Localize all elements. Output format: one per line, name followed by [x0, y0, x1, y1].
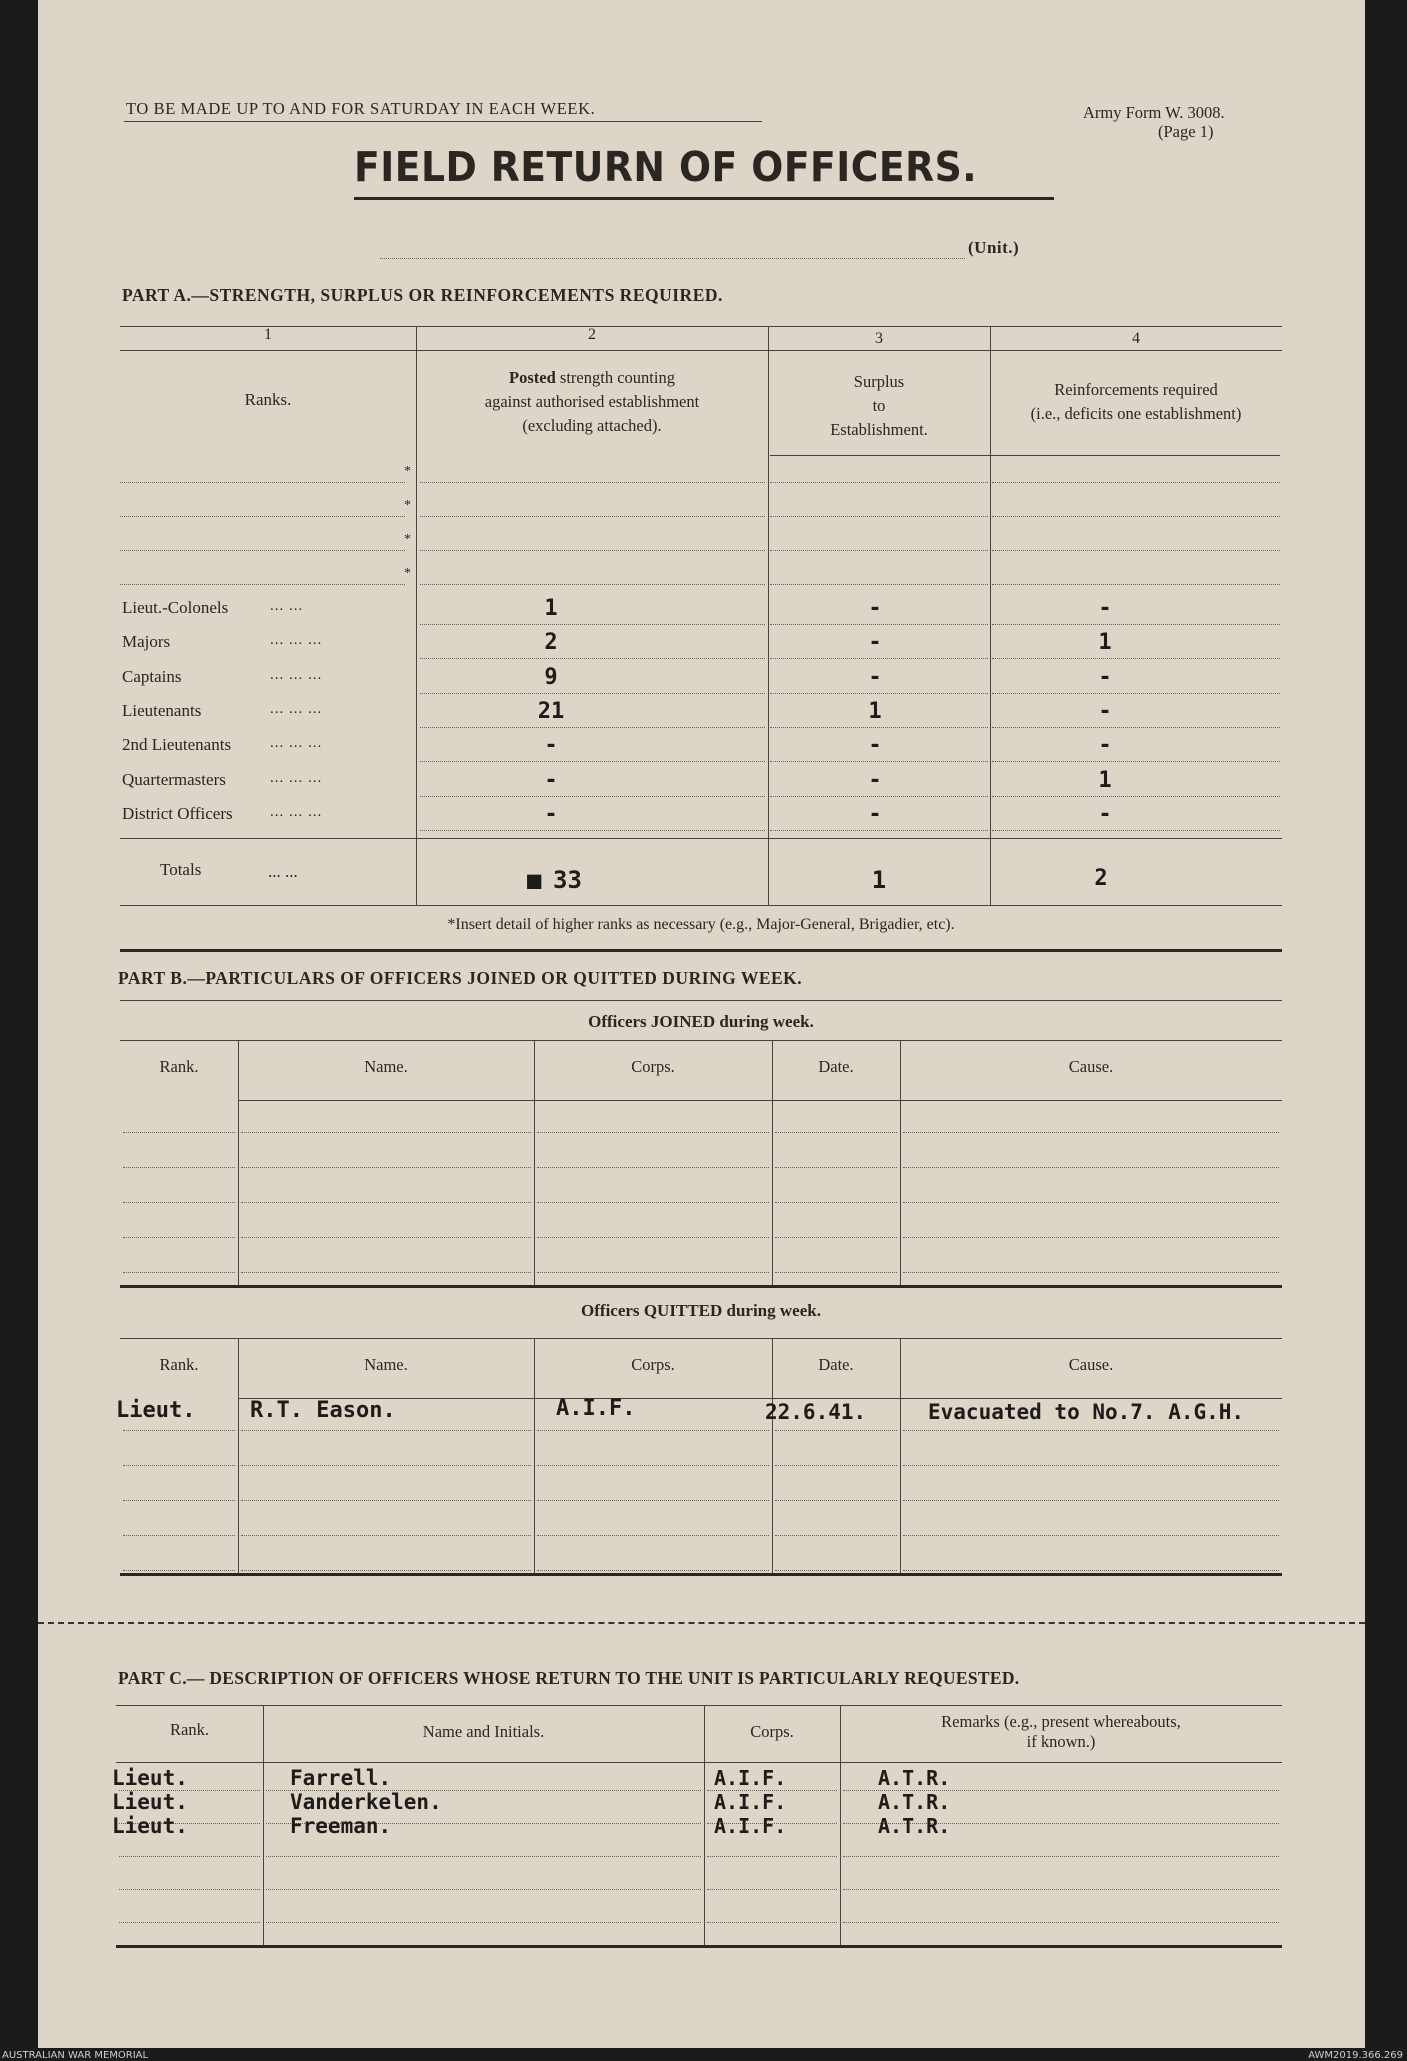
entry-field-line[interactable] [241, 1535, 531, 1536]
part-c-rank: Lieut. [112, 1814, 188, 1838]
entry-field-line[interactable] [537, 1167, 769, 1168]
posted-line2: against authorised establishment [484, 392, 700, 411]
col-number-4: 4 [1132, 330, 1140, 347]
part-b-top-rule [120, 1000, 1282, 1001]
part-c-field-line[interactable] [119, 1922, 260, 1923]
part-c-field-line[interactable] [119, 1889, 260, 1890]
entry-field-line[interactable] [537, 1202, 769, 1203]
posted-field-line [420, 761, 765, 762]
rank-label: District Officers [122, 804, 233, 823]
part-a-bottom-rule [120, 905, 1282, 906]
entry-field-line[interactable] [775, 1535, 897, 1536]
reinf-blank-field[interactable] [992, 482, 1280, 483]
posted-blank-field[interactable] [420, 584, 765, 585]
surplus-line1: Surplus [853, 372, 905, 391]
rank-leader-dots: ... ... [270, 598, 304, 614]
part-c-remarks: A.T.R. [878, 1766, 951, 1790]
reinf-field-line [992, 727, 1280, 728]
entry-rank: Lieut. [116, 1398, 196, 1423]
part-c-corps: A.I.F. [714, 1790, 787, 1814]
part-b-heading: PART B.—PARTICULARS OF OFFICERS JOINED OR QUITTED DURING WEEK. [118, 968, 803, 988]
surplus-value: - [868, 630, 882, 655]
entry-field-line[interactable] [775, 1132, 897, 1133]
part-c-field-line[interactable] [707, 1922, 837, 1923]
posted-value: - [544, 802, 558, 827]
quitted-title-3: during week. [722, 1301, 821, 1320]
col-header-rank: Rank. [159, 1057, 199, 1076]
entry-field-line[interactable] [775, 1465, 897, 1466]
entry-field-line[interactable] [241, 1132, 531, 1133]
col-header-corps: Corps. [631, 1057, 675, 1076]
posted-blank-field[interactable] [420, 516, 765, 517]
corps-date-header-rule [534, 1100, 900, 1101]
totals-leader-dots: ... ... [268, 862, 298, 881]
higher-rank-field[interactable] [120, 516, 405, 517]
entry-field-line[interactable] [537, 1570, 769, 1571]
entry-field-line[interactable] [241, 1500, 531, 1501]
unit-label: (Unit.) [968, 238, 1020, 257]
entry-corps: A.I.F. [556, 1396, 636, 1421]
entry-field-line[interactable] [123, 1237, 235, 1238]
reinf-line2: (i.e., deficits one establishment) [1030, 404, 1242, 423]
entry-name: R.T. Eason. [250, 1398, 396, 1423]
part-a-footnote: *Insert detail of higher ranks as necessary (e.g., Major-General, Brigadier, etc). [447, 916, 955, 933]
part-c-field-line[interactable] [119, 1856, 260, 1857]
posted-value: 21 [537, 699, 565, 724]
page-number: (Page 1) [1158, 122, 1214, 141]
entry-field-line[interactable] [123, 1272, 235, 1273]
col-header-corps: Corps. [631, 1355, 675, 1374]
reinf-value: 1 [1098, 768, 1112, 793]
surplus-value: - [868, 768, 882, 793]
part-a-number-rule [120, 350, 1282, 351]
cause-header-rule [900, 1398, 1282, 1399]
surplus-field-line [770, 727, 988, 728]
posted-field-line [420, 727, 765, 728]
reinf-field-line [992, 830, 1280, 831]
entry-cause: Evacuated to No.7. A.G.H. [928, 1400, 1245, 1424]
reinf-field-line [992, 693, 1280, 694]
part-c-name: Farrell. [290, 1766, 392, 1790]
surplus-blank-field[interactable] [770, 516, 988, 517]
joined-title [120, 1012, 1282, 1032]
entry-field-line[interactable] [241, 1272, 531, 1273]
tear-line [38, 1622, 1365, 1624]
reinf-value: - [1098, 596, 1112, 621]
joined-title-1: Officers [588, 1012, 651, 1031]
higher-rank-field[interactable] [120, 482, 405, 483]
entry-field-line[interactable] [537, 1465, 769, 1466]
entry-field-line[interactable] [903, 1465, 1279, 1466]
posted-field-line [420, 624, 765, 625]
reinf-value: - [1098, 802, 1112, 827]
entry-field-line[interactable] [775, 1167, 897, 1168]
name-header-rule [238, 1100, 534, 1101]
totals-label: Totals [160, 860, 202, 879]
part-c-remarks: A.T.R. [878, 1790, 951, 1814]
entry-field-line[interactable] [241, 1167, 531, 1168]
part-c-field-line[interactable] [707, 1856, 837, 1857]
rank-label: Quartermasters [122, 770, 226, 789]
part-c-field-line[interactable] [843, 1922, 1279, 1923]
entry-field-line[interactable] [903, 1202, 1279, 1203]
surplus-field-line [770, 830, 988, 831]
col-header-reinforcements [990, 378, 1282, 426]
entry-field-line[interactable] [123, 1570, 235, 1571]
higher-rank-field[interactable] [120, 584, 405, 585]
footer-right: AWM2019.366.269 [1308, 2050, 1403, 2061]
entry-field-line[interactable] [775, 1430, 897, 1431]
col-header-posted [416, 366, 768, 438]
posted-value: 1 [544, 596, 558, 621]
part-c-name: Freeman. [290, 1814, 392, 1838]
quitted-title-1: Officers [581, 1301, 644, 1320]
part-c-corps: A.I.F. [714, 1814, 787, 1838]
entry-date: 22.6.41. [765, 1400, 867, 1424]
quitted-header-top-rule [120, 1338, 1282, 1339]
entry-field-line[interactable] [241, 1237, 531, 1238]
form-title: FIELD RETURN OF OFFICERS. [354, 143, 978, 191]
entry-field-line[interactable] [241, 1465, 531, 1466]
rank-leader-dots: ... ... ... [270, 667, 323, 683]
surplus-field-line [770, 693, 988, 694]
entry-field-line[interactable] [123, 1465, 235, 1466]
footer-left: AUSTRALIAN WAR MEMORIAL [2, 2050, 149, 2061]
part-c-col-corps: Corps. [750, 1722, 794, 1741]
posted-blank-field[interactable] [420, 482, 765, 483]
posted-value: 2 [544, 630, 558, 655]
joined-bottom-rule [120, 1285, 1282, 1288]
col-header-cause: Cause. [1068, 1355, 1114, 1374]
entry-field-line[interactable] [537, 1535, 769, 1536]
joined-title-2: JOINED [650, 1012, 716, 1031]
entry-field-line[interactable] [775, 1570, 897, 1571]
rank-leader-dots: ... ... ... [270, 804, 323, 820]
entry-field-line[interactable] [903, 1237, 1279, 1238]
posted-field-line [420, 830, 765, 831]
posted-field-line [420, 796, 765, 797]
higher-rank-field[interactable] [120, 550, 405, 551]
part-c-bottom-rule [116, 1945, 1282, 1948]
entry-field-line[interactable] [903, 1167, 1279, 1168]
surplus-field-line [770, 796, 988, 797]
entry-field-line[interactable] [123, 1535, 235, 1536]
surplus-value: - [868, 596, 882, 621]
entry-field-line[interactable] [903, 1272, 1279, 1273]
col-header-cause: Cause. [1068, 1057, 1114, 1076]
rank-leader-dots: ... ... ... [270, 701, 323, 717]
posted-field-line [420, 693, 765, 694]
surplus-value: - [868, 802, 882, 827]
surplus-value: - [868, 665, 882, 690]
joined-title-3: during week. [715, 1012, 814, 1031]
entry-field-line[interactable] [537, 1237, 769, 1238]
surplus-value: 1 [868, 699, 882, 724]
part-c-field-line[interactable] [266, 1922, 701, 1923]
rank-label: Majors [122, 632, 171, 651]
entry-field-line[interactable] [241, 1430, 531, 1431]
rank-leader-dots: ... ... ... [270, 735, 323, 751]
col-number-3: 3 [875, 330, 883, 347]
part-a-heading: PART A.—STRENGTH, SURPLUS OR REINFORCEMENTS REQUIRED. [122, 285, 723, 305]
cause-header-rule [900, 1100, 1282, 1101]
asterisk-mark: * [404, 532, 411, 547]
asterisk-mark: * [404, 498, 411, 513]
col-header-date: Date. [818, 1057, 854, 1076]
col-header-ranks: Ranks. [244, 390, 292, 409]
entry-field-line[interactable] [903, 1500, 1279, 1501]
entry-field-line[interactable] [537, 1430, 769, 1431]
surplus-blank-field[interactable] [770, 584, 988, 585]
col-header-rank: Rank. [159, 1355, 199, 1374]
reinf-blank-field[interactable] [992, 516, 1280, 517]
entry-field-line[interactable] [775, 1237, 897, 1238]
rank-leader-dots: ... ... ... [270, 770, 323, 786]
part-c-col-remarks [840, 1712, 1282, 1752]
entry-field-line[interactable] [775, 1272, 897, 1273]
entry-field-line[interactable] [903, 1430, 1279, 1431]
surplus-line2: to [872, 396, 886, 415]
entry-field-line[interactable] [903, 1535, 1279, 1536]
totals-posted-overwrite: ■ [527, 866, 542, 894]
part-c-header-rule [116, 1762, 1282, 1763]
form-number: Army Form W. 3008. [1083, 103, 1225, 122]
part-c-field-line[interactable] [707, 1889, 837, 1890]
part-c-rank: Lieut. [112, 1790, 188, 1814]
reinf-field-line [992, 796, 1280, 797]
part-c-field-line[interactable] [266, 1889, 701, 1890]
entry-field-line[interactable] [123, 1500, 235, 1501]
posted-line3: (excluding attached). [522, 416, 662, 435]
quitted-title [120, 1301, 1282, 1321]
part-c-remarks: A.T.R. [878, 1814, 951, 1838]
remarks-line2: if known.) [1026, 1732, 1096, 1751]
entry-field-line[interactable] [903, 1132, 1279, 1133]
posted-value: 9 [544, 665, 558, 690]
reinf-value: - [1098, 733, 1112, 758]
rank-label: 2nd Lieutenants [122, 735, 232, 754]
surplus-field-line [770, 624, 988, 625]
asterisk-mark: * [404, 566, 411, 581]
entry-field-line[interactable] [123, 1167, 235, 1168]
entry-field-line[interactable] [241, 1202, 531, 1203]
part-a-header-rule [770, 455, 1280, 456]
reinf-line1: Reinforcements required [1054, 380, 1218, 399]
surplus-value: - [868, 733, 882, 758]
col-number-1: 1 [264, 326, 272, 343]
part-c-rank: Lieut. [112, 1766, 188, 1790]
part-c-corps: A.I.F. [714, 1766, 787, 1790]
reinf-value: - [1098, 665, 1112, 690]
quitted-title-2: QUITTED [643, 1301, 723, 1320]
entry-field-line[interactable] [903, 1570, 1279, 1571]
asterisk-mark: * [404, 464, 411, 479]
part-c-field-line[interactable] [266, 1856, 701, 1857]
entry-field-line[interactable] [775, 1202, 897, 1203]
totals-posted-value: 33 [553, 866, 582, 894]
part-c-field-line[interactable] [843, 1889, 1279, 1890]
remarks-line1: Remarks (e.g., present whereabouts, [941, 1712, 1181, 1731]
posted-value: - [544, 733, 558, 758]
quitted-bottom-rule [120, 1573, 1282, 1576]
col-header-surplus [768, 370, 990, 442]
joined-header-top-rule [120, 1040, 1282, 1041]
col-number-2: 2 [588, 326, 596, 343]
rank-label: Lieutenants [122, 701, 202, 720]
surplus-line3: Establishment. [830, 420, 928, 439]
entry-field-line[interactable] [775, 1500, 897, 1501]
entry-field-line[interactable] [537, 1272, 769, 1273]
entry-field-line[interactable] [123, 1132, 235, 1133]
posted-line1: strength counting [555, 368, 675, 387]
instruction-text: TO BE MADE UP TO AND FOR SATURDAY IN EACH WEEK. [126, 99, 596, 118]
part-c-col-name: Name and Initials. [422, 1722, 545, 1741]
reinf-value: 1 [1098, 630, 1112, 655]
posted-bold: Posted [509, 368, 556, 387]
part-c-field-line[interactable] [843, 1856, 1279, 1857]
entry-field-line[interactable] [123, 1430, 235, 1431]
instruction-underline [124, 121, 762, 122]
reinf-value: - [1098, 699, 1112, 724]
rank-label: Captains [122, 667, 182, 686]
surplus-field-line [770, 761, 988, 762]
part-c-col-rank: Rank. [170, 1720, 209, 1739]
part-c-name: Vanderkelen. [290, 1790, 442, 1814]
surplus-blank-field[interactable] [770, 482, 988, 483]
part-c-top-rule [116, 1705, 1282, 1706]
reinf-blank-field[interactable] [992, 550, 1280, 551]
col-header-name: Name. [364, 1355, 408, 1374]
part-c-heading: PART C.— DESCRIPTION OF OFFICERS WHOSE RETURN TO THE UNIT IS PARTICULARLY REQUESTED. [118, 1668, 1020, 1688]
reinf-blank-field[interactable] [992, 584, 1280, 585]
entry-field-line[interactable] [123, 1202, 235, 1203]
entry-field-line[interactable] [537, 1132, 769, 1133]
entry-field-line[interactable] [537, 1500, 769, 1501]
entry-field-line[interactable] [241, 1570, 531, 1571]
surplus-field-line [770, 658, 988, 659]
reinf-field-line [992, 761, 1280, 762]
posted-blank-field[interactable] [420, 550, 765, 551]
col-header-name: Name. [364, 1057, 408, 1076]
posted-field-line [420, 658, 765, 659]
unit-field[interactable] [380, 258, 965, 259]
reinf-field-line [992, 658, 1280, 659]
totals-reinf-value: 2 [1094, 866, 1108, 891]
reinf-field-line [992, 624, 1280, 625]
posted-value: - [544, 768, 558, 793]
rank-label: Lieut.-Colonels [122, 598, 229, 617]
rank-leader-dots: ... ... ... [270, 632, 323, 648]
totals-surplus-value: 1 [871, 866, 887, 894]
part-a-totals-rule [120, 838, 1282, 839]
title-underline [354, 197, 1054, 200]
col-header-date: Date. [818, 1355, 854, 1374]
part-a-end-rule [120, 949, 1282, 952]
surplus-blank-field[interactable] [770, 550, 988, 551]
